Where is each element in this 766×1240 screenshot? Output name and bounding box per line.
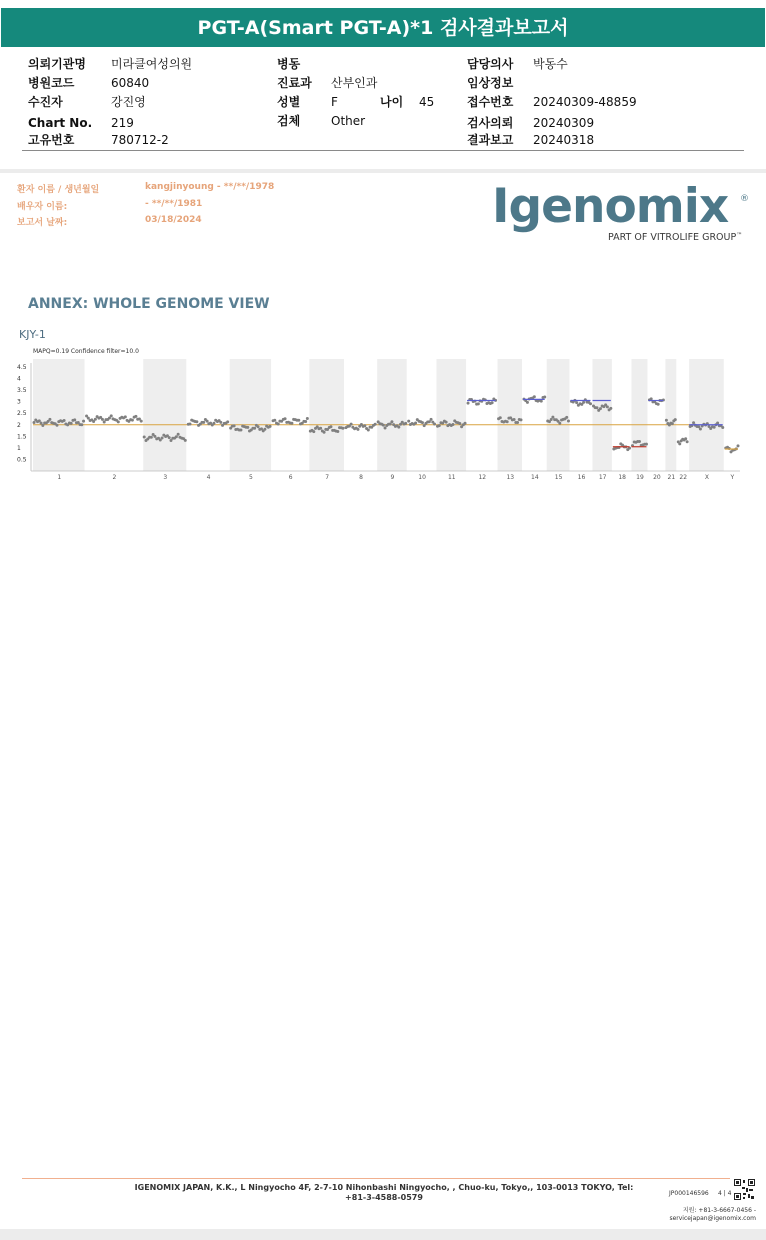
chart-subtitle: MAPQ=0.19 Confidence filter=10.0 (33, 348, 139, 355)
chromosome-band (689, 359, 724, 471)
data-point (692, 421, 695, 424)
data-point (567, 420, 570, 423)
data-point (606, 405, 609, 408)
logo-wordmark: Igenomix (492, 179, 729, 234)
x-tick-label: 13 (506, 474, 515, 481)
data-point (674, 418, 677, 421)
data-point (533, 395, 536, 398)
data-point (438, 424, 441, 427)
data-point (63, 419, 66, 422)
chromosome-band (230, 359, 271, 471)
field-value: 박동수 (533, 57, 568, 71)
x-tick-label: 12 (478, 474, 487, 481)
field-label: 수진자 (28, 95, 63, 109)
data-point (212, 422, 215, 425)
field-label: 병동 (277, 57, 301, 71)
chromosome-band (547, 359, 570, 471)
data-point (206, 420, 209, 423)
partner-name-label: 배우자 이름: (17, 202, 68, 212)
field-value: 219 (111, 116, 134, 130)
y-tick-label: 3.5 (17, 387, 27, 395)
data-point (599, 407, 602, 410)
logo-tm: ™ (736, 232, 743, 239)
x-tick-label: X (704, 474, 710, 481)
chromosome-band (437, 359, 467, 471)
qr-code-icon (734, 1179, 755, 1200)
chromosome-band (309, 359, 344, 471)
data-point (131, 419, 134, 422)
x-tick-label: 2 (112, 474, 117, 481)
field-value: 미라클여성의원 (111, 57, 193, 71)
logo-registered-mark: ® (740, 194, 749, 204)
data-point (526, 401, 529, 404)
data-point (341, 427, 344, 430)
field-value: 강진영 (111, 95, 146, 109)
footer-divider (22, 1178, 730, 1179)
field-label: 의뢰기관명 (28, 57, 86, 71)
chromosome-band (665, 359, 676, 471)
field-value: 20240309-48859 (533, 95, 637, 109)
data-point (589, 402, 592, 405)
x-tick-label: 21 (667, 474, 676, 481)
data-point (239, 428, 242, 431)
data-point (686, 440, 689, 443)
data-point (665, 419, 668, 422)
data-point (716, 421, 719, 424)
data-point (56, 424, 59, 427)
data-point (233, 424, 236, 427)
data-point (143, 435, 146, 438)
data-point (430, 418, 433, 421)
x-tick-label: 6 (288, 474, 293, 481)
igenomix-logo (492, 180, 752, 250)
data-point (40, 422, 43, 425)
data-point (645, 443, 648, 446)
y-tick-label: 2 (17, 421, 21, 429)
field-label: 결과보고 (467, 133, 514, 147)
footer-address: IGENOMIX JAPAN, K.K., L Ningyocho 4F, 2-7-10 Nihonbashi Ningyocho, , Chuo-ku, Tokyo,, 103-0013 TOKYO, Tel: +81-3-4588-0579 (134, 1183, 634, 1202)
x-tick-label: 10 (418, 474, 426, 481)
logo-tagline (608, 232, 742, 243)
data-point (638, 440, 641, 443)
data-point (319, 427, 322, 430)
data-point (491, 401, 494, 404)
document-code: JP000146596 (669, 1190, 709, 1197)
header-divider (22, 150, 744, 151)
chromosome-band (592, 359, 611, 471)
x-tick-label: Y (730, 474, 735, 481)
data-point (582, 401, 585, 404)
y-tick-label: 1 (17, 444, 21, 452)
data-point (48, 418, 51, 421)
x-tick-label: 11 (447, 474, 456, 481)
data-point (477, 402, 480, 405)
x-tick-label: 19 (636, 474, 644, 481)
data-point (168, 436, 171, 439)
data-point (458, 422, 461, 425)
footer-contact (648, 1207, 756, 1223)
data-point (350, 423, 353, 426)
data-point (184, 439, 187, 442)
data-point (384, 427, 387, 430)
data-point (575, 401, 578, 404)
data-point (671, 422, 674, 425)
chromosome-band (377, 359, 407, 471)
x-axis-labels (57, 474, 734, 481)
field-label: 접수번호 (467, 95, 514, 109)
x-tick-label: 9 (390, 474, 395, 481)
data-point (506, 420, 509, 423)
data-point (246, 426, 249, 429)
data-point (253, 427, 256, 430)
data-point (273, 419, 276, 422)
chromosome-band (33, 359, 85, 471)
data-point (467, 402, 470, 405)
data-point (550, 418, 553, 421)
field-label: 검사의뢰 (467, 116, 514, 130)
data-point (110, 414, 113, 417)
data-point (737, 444, 740, 447)
data-point (699, 427, 702, 430)
annex-title: ANNEX: WHOLE GENOME VIEW (28, 296, 270, 312)
data-point (269, 425, 272, 428)
data-point (73, 418, 76, 421)
chromosome-bands (33, 359, 724, 471)
field-label: 성별 (277, 95, 301, 109)
data-point (657, 403, 660, 406)
field-value: F (331, 95, 338, 109)
field-label: 진료과 (277, 76, 312, 90)
data-point (499, 416, 502, 419)
data-point (124, 415, 127, 418)
page-number: 4 | 4 (718, 1190, 732, 1197)
data-point (175, 435, 178, 438)
data-point (519, 418, 522, 421)
data-point (721, 426, 724, 429)
genome-chart (0, 340, 766, 485)
field-value: 20240309 (533, 116, 595, 130)
data-point (421, 421, 424, 424)
data-point (284, 417, 287, 420)
x-tick-label: 18 (618, 474, 626, 481)
data-point (464, 422, 467, 425)
field-value: 산부인과 (331, 76, 378, 90)
field-value: Other (331, 114, 366, 128)
y-tick-label: 1.5 (17, 433, 27, 441)
data-point (414, 422, 417, 425)
data-point (101, 418, 104, 421)
data-point (153, 435, 156, 438)
chromosome-band (498, 359, 522, 471)
chromosome-band (631, 359, 647, 471)
field-label: 고유번호 (28, 133, 75, 147)
x-tick-label: 20 (653, 474, 661, 481)
data-point (150, 436, 153, 439)
report-title: PGT-A(Smart PGT-A)*1 검사결과보고서 (1, 8, 765, 47)
data-point (363, 424, 366, 427)
logo-tagline-text: PART OF VITROLIFE GROUP (608, 232, 737, 243)
data-point (263, 428, 266, 431)
field-value: 780712-2 (111, 133, 169, 147)
page-bottom-band (0, 1229, 766, 1240)
data-point (609, 407, 612, 410)
field-label: 병원코드 (28, 76, 75, 90)
data-point (226, 420, 229, 423)
data-point (433, 423, 436, 426)
data-point (374, 423, 377, 426)
data-point (33, 421, 36, 424)
section-separator (0, 169, 766, 173)
data-point (451, 423, 454, 426)
data-point (543, 396, 546, 399)
data-point (329, 425, 332, 428)
data-point (558, 422, 561, 425)
y-tick-label: 4.5 (17, 364, 27, 371)
data-point (41, 424, 44, 427)
partner-name-value: - **/**/1981 (145, 199, 203, 209)
data-point (397, 426, 400, 429)
field-value: 60840 (111, 76, 150, 90)
field-label: 나이 (380, 95, 404, 109)
data-point (257, 425, 260, 428)
data-point (134, 415, 137, 418)
data-point (82, 420, 85, 423)
patient-name-value: kangjinyoung - **/**/1978 (145, 182, 275, 192)
x-tick-label: 16 (577, 474, 586, 481)
data-point (94, 418, 97, 421)
x-tick-label: 17 (598, 474, 607, 481)
x-tick-label: 8 (359, 474, 363, 481)
data-point (404, 422, 407, 425)
data-point (595, 406, 598, 409)
data-point (297, 419, 300, 422)
data-point (382, 424, 385, 427)
data-point (323, 431, 326, 434)
contact-email: servicejapan@igenomix.com (669, 1215, 756, 1222)
data-point (290, 422, 293, 425)
data-point (367, 428, 370, 431)
field-label: Chart No. (28, 116, 93, 130)
data-point (202, 421, 205, 424)
y-tick-label: 3 (17, 398, 21, 406)
data-point (70, 422, 73, 425)
contact-phone: 지원: +81-3-6667-0456 - (682, 1207, 756, 1214)
report-date-value: 03/18/2024 (145, 215, 202, 225)
data-point (390, 420, 393, 423)
sample-label: KJY-1 (19, 328, 46, 341)
data-point (304, 420, 307, 423)
data-point (219, 421, 222, 424)
data-point (306, 417, 309, 420)
data-point (516, 421, 519, 424)
field-label: 담당의사 (467, 57, 514, 71)
x-tick-label: 14 (531, 474, 539, 481)
patient-name-label: 환자 이름 / 생년월일 (17, 185, 100, 195)
x-tick-label: 22 (679, 474, 688, 481)
data-point (140, 420, 143, 423)
field-label: 임상정보 (467, 76, 514, 90)
y-tick-label: 2.5 (17, 410, 27, 418)
data-point (540, 400, 543, 403)
field-value: 20240318 (533, 133, 595, 147)
data-point (551, 416, 554, 419)
y-tick-label: 0.5 (17, 456, 27, 464)
data-point (161, 436, 164, 439)
data-point (565, 416, 568, 419)
x-tick-label: 1 (57, 474, 62, 481)
data-point (407, 420, 410, 423)
report-date-label: 보고서 날짜: (17, 218, 68, 228)
data-point (188, 423, 191, 426)
data-point (684, 437, 687, 440)
data-point (513, 418, 516, 421)
data-point (277, 423, 280, 426)
chromosome-band (143, 359, 186, 471)
data-point (195, 420, 198, 423)
data-point (678, 442, 681, 445)
x-tick-label: 4 (206, 474, 211, 481)
data-point (312, 430, 315, 433)
data-point (445, 421, 448, 424)
data-point (336, 430, 339, 433)
field-label: 검체 (277, 114, 301, 128)
data-point (713, 426, 716, 429)
x-tick-label: 5 (248, 474, 253, 481)
data-point (80, 423, 83, 426)
x-tick-label: 7 (325, 474, 330, 481)
data-point (177, 433, 180, 436)
data-point (103, 421, 106, 424)
x-tick-label: 3 (163, 474, 168, 481)
data-point (117, 420, 120, 423)
field-value: 45 (419, 95, 435, 109)
data-point (356, 428, 359, 431)
x-tick-label: 15 (554, 474, 563, 481)
y-tick-label: 4 (17, 375, 21, 383)
